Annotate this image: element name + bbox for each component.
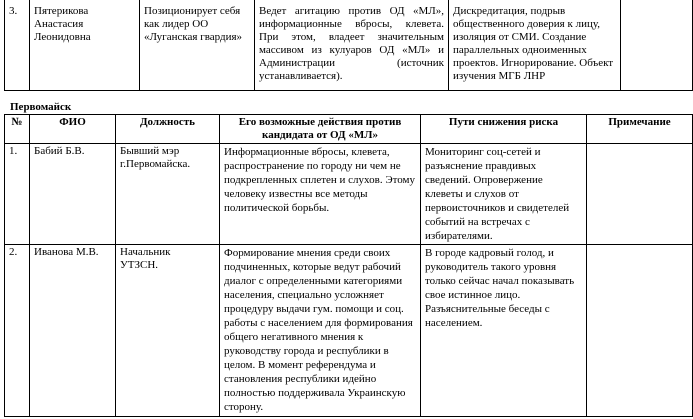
risk-mitigation: Дискредитация, подрыв общественного доверия к лицу, изоляция от СМИ. Создание параллельных одноименных проектов. Игнорирование. Объект изучения МГБ ЛНР [449, 0, 621, 91]
table-row [5, 0, 693, 91]
risk-mitigation: В городе кадровый голод, и руководитель такого уровня только сейчас начал показывать свое истинное лицо. Разъяснительные беседы с населением. [421, 245, 587, 417]
pervomaisk-table [4, 114, 693, 417]
note [587, 144, 693, 245]
row-number: 2. [5, 245, 30, 417]
full-name: Пятерикова Анастасия Леонидовна [30, 0, 140, 91]
table-row [5, 144, 693, 245]
full-name: Иванова М.В. [30, 245, 116, 417]
possible-actions: Информационные вбросы, клевета, распространение по городу ни чем не подкрепленных сплетен и слухов. Этому человеку известны все методы политической борьбы. [220, 144, 421, 245]
row-number: 3. [5, 0, 30, 91]
header-mitigation: Пути снижения риска [421, 115, 587, 144]
position: Позиционирует себя как лидер ОО «Луганская гвардия» [140, 0, 255, 91]
header-row [5, 115, 693, 144]
full-name: Бабий Б.В. [30, 144, 116, 245]
position: Бывший мэр г.Первомайска. [116, 144, 220, 245]
possible-actions: Ведет агитацию против ОД «МЛ», информационные вбросы, клевета. При этом, владеет значительным массивом из кулуаров ОД «МЛ» и Администрации (источник устанавливается). [255, 0, 449, 91]
header-actions: Его возможные действия против кандидата от ОД «МЛ» [220, 115, 421, 144]
previous-section-table [4, 0, 693, 91]
header-name: ФИО [30, 115, 116, 144]
header-position: Должность [116, 115, 220, 144]
section-title: Первомайск [10, 101, 72, 113]
header-num: № [5, 115, 30, 144]
risk-mitigation: Мониторинг соц-сетей и разъяснение правдивых сведений. Опровержение клеветы и слухов от первоисточников и свидетелей событий на встречах с избирателями. [421, 144, 587, 245]
note [587, 245, 693, 417]
header-note: Примечание [587, 115, 693, 144]
row-number: 1. [5, 144, 30, 245]
table-row [5, 245, 693, 417]
possible-actions: Формирование мнения среди своих подчиненных, которые ведут рабочий диалог с определенными категориями населения, специально усложняет процедуру выдачи гум. помощи и соц. работы с населением для формирования общего негативного мнения к руководству города и республики в целом. В момент референдума и становления республики идейно полностью поддерживала Украинскую сторону. [220, 245, 421, 417]
position: Начальник УТЗСН. [116, 245, 220, 417]
note [621, 0, 693, 91]
